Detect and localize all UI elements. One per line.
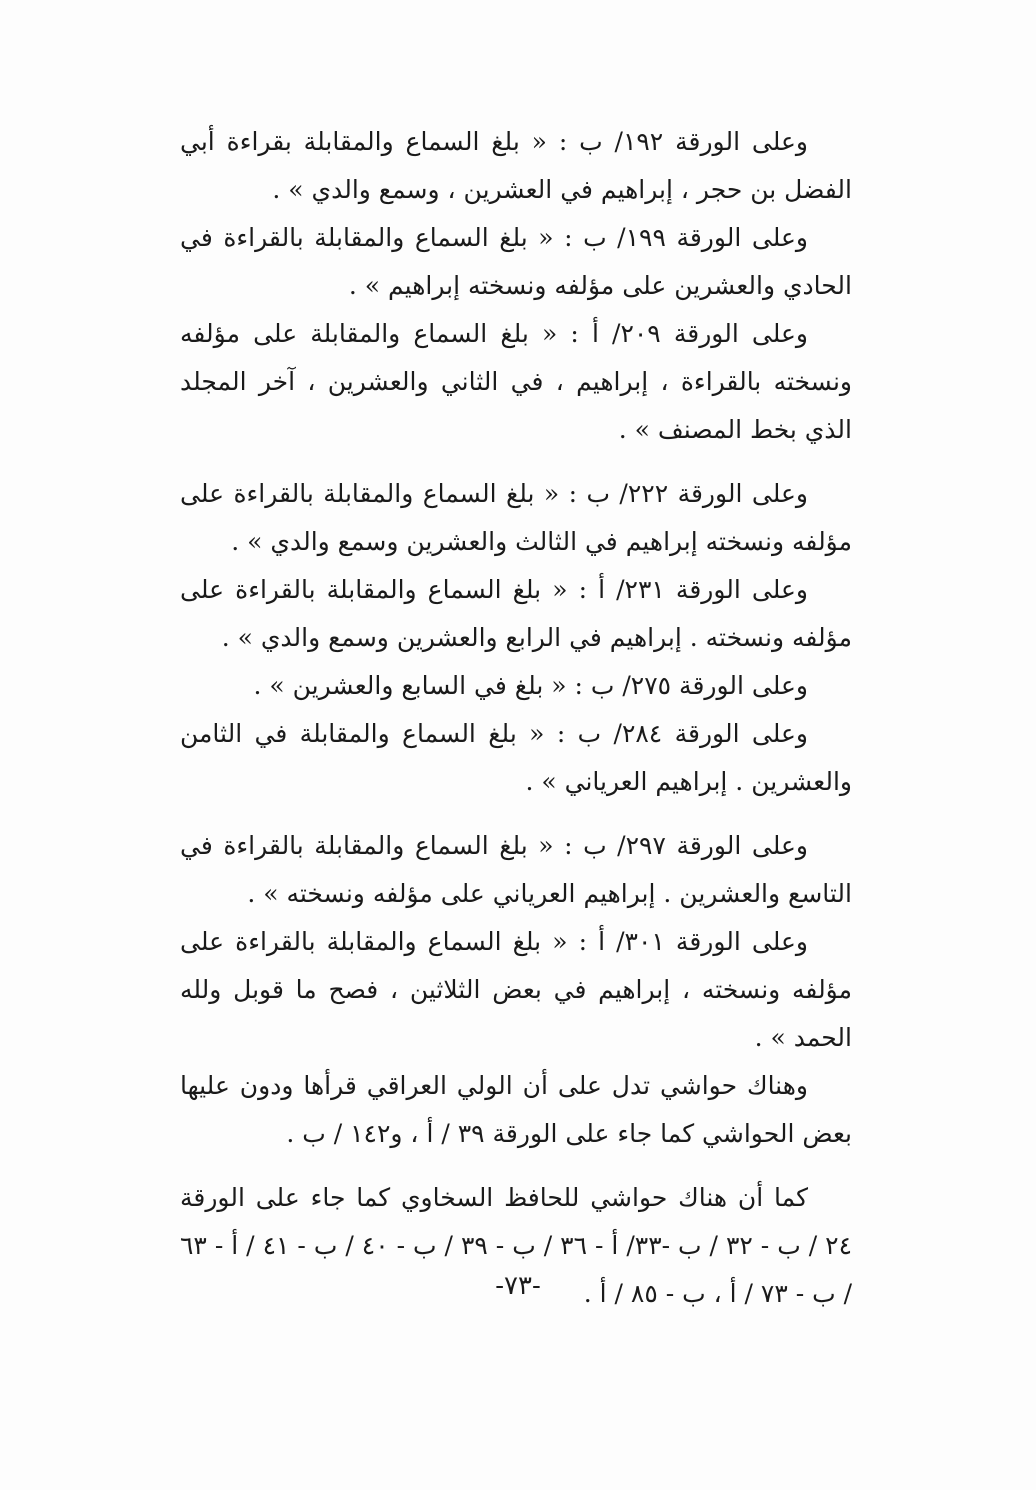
paragraph-folio-199: وعلى الورقة ١٩٩/ ب : « بلغ السماع والمقابلة بالقراءة في الحادي والعشرين على مؤلفه ونسخته إبراهيم » . (180, 223, 852, 300)
paragraph-folio-192: وعلى الورقة ١٩٢/ ب : « بلغ السماع والمقابلة بقراءة أبي الفضل بن حجر ، إبراهيم في العشرين ، وسمع والدي » . (180, 127, 852, 204)
paragraph-folio-301: وعلى الورقة ٣٠١/ أ : « بلغ السماع والمقابلة بالقراءة على مؤلفه ونسخته ، إبراهيم في بعض الثلاثين ، فصح ما قوبل ولله الحمد » . (180, 927, 852, 1052)
paragraph-iraqi-notes: وهناك حواشي تدل على أن الولي العراقي قرأها ودون عليها بعض الحواشي كما جاء على الورقة ٣٩ / أ ، و١٤٢ / ب . (180, 1071, 852, 1148)
paragraph-folio-231: وعلى الورقة ٢٣١/ أ : « بلغ السماع والمقابلة بالقراءة على مؤلفه ونسخته . إبراهيم في الرابع والعشرين وسمع والدي » . (180, 575, 852, 652)
paragraph-folio-222: وعلى الورقة ٢٢٢/ ب : « بلغ السماع والمقابلة بالقراءة على مؤلفه ونسخته إبراهيم في الثالث والعشرين وسمع والدي » . (180, 479, 852, 556)
paragraph-folio-209: وعلى الورقة ٢٠٩/ أ : « بلغ السماع والمقابلة على مؤلفه ونسخته بالقراءة ، إبراهيم ، في الثاني والعشرين ، آخر المجلد الذي بخط المصنف » . (180, 319, 852, 444)
paragraph-folio-297: وعلى الورقة ٢٩٧/ ب : « بلغ السماع والمقابلة بالقراءة في التاسع والعشرين . إبراهيم العرياني على مؤلفه ونسخته » . (180, 831, 852, 908)
page-number: -٧٣- (495, 1271, 541, 1301)
paragraph-folio-284: وعلى الورقة ٢٨٤/ ب : « بلغ السماع والمقابلة في الثامن والعشرين . إبراهيم العرياني » . (180, 719, 852, 796)
paragraph-folio-275: وعلى الورقة ٢٧٥/ ب : « بلغ في السابع والعشرين » . (253, 671, 808, 700)
paragraph-sakhawi-notes: كما أن هناك حواشي للحافظ السخاوي كما جاء على الورقة ٢٤ / ب - ٣٢ / ب -٣٣/ أ - ٣٦ / ب - ٣٩ / ب - ٤٠ / ب - ٤١ / أ - ٦٣ / ب - ٧٣ / أ ، ب - ٨٥ / أ . (180, 1183, 853, 1308)
body-text (180, 118, 852, 1318)
